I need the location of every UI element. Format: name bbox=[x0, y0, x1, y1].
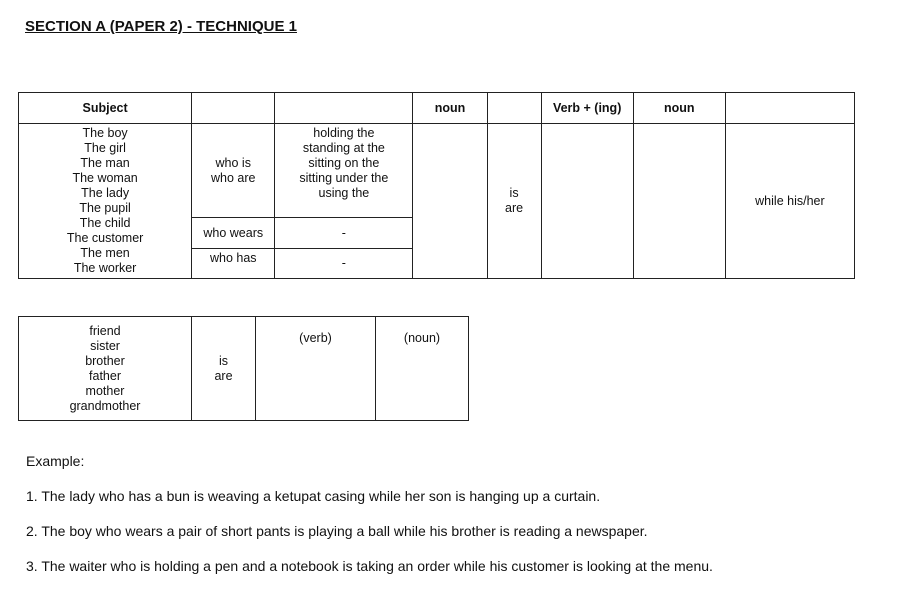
action-item: holding the bbox=[313, 126, 375, 140]
linking-item: is bbox=[218, 353, 229, 368]
action-item: using the bbox=[318, 186, 370, 200]
relative-pronoun-cell bbox=[192, 124, 275, 218]
dash-cell: - bbox=[275, 218, 413, 249]
linking-item: are bbox=[505, 201, 524, 215]
verb-ing-blank-cell bbox=[541, 124, 633, 279]
linking-verb-cell bbox=[487, 124, 541, 279]
action-item: standing at the bbox=[302, 141, 385, 155]
subject-item: The lady bbox=[81, 186, 130, 200]
page-title: SECTION A (PAPER 2) - TECHNIQUE 1 bbox=[25, 18, 297, 35]
subject-item: The woman bbox=[72, 171, 138, 185]
while-cell: while his/her bbox=[725, 124, 854, 279]
header-noun: noun bbox=[413, 93, 487, 124]
subject-item: The worker bbox=[73, 261, 137, 275]
who-wears-cell: who wears bbox=[192, 218, 275, 249]
family-structure-table bbox=[18, 316, 469, 421]
linking-item: are bbox=[214, 368, 233, 383]
family-item: sister bbox=[90, 338, 120, 353]
relative-item: who are bbox=[211, 170, 256, 185]
family-item: father bbox=[89, 368, 121, 383]
action-item: sitting on the bbox=[308, 156, 380, 170]
family-cell bbox=[19, 317, 192, 421]
subject-item: The men bbox=[80, 246, 130, 260]
subject-item: The pupil bbox=[79, 201, 131, 215]
linking-verb-cell bbox=[192, 317, 256, 421]
header-blank-2 bbox=[275, 93, 413, 124]
header-noun-2: noun bbox=[633, 93, 725, 124]
subject-item: The child bbox=[79, 216, 131, 230]
relative-item: who is bbox=[215, 155, 251, 170]
header-row bbox=[19, 93, 855, 124]
subject-cell bbox=[19, 124, 192, 279]
example-sentence: 2. The boy who wears a pair of short pants is playing a ball while his brother is reading a newspaper. bbox=[26, 523, 648, 539]
action-item: sitting under the bbox=[299, 171, 389, 185]
header-subject: Subject bbox=[19, 93, 192, 124]
who-has-cell: who has bbox=[192, 249, 275, 279]
subject-item: The girl bbox=[84, 141, 126, 155]
family-item: mother bbox=[85, 383, 125, 398]
family-item: friend bbox=[89, 323, 121, 338]
family-item: grandmother bbox=[69, 398, 141, 413]
sentence-structure-table bbox=[18, 92, 855, 279]
header-blank-4 bbox=[725, 93, 854, 124]
header-blank-1 bbox=[192, 93, 275, 124]
subject-item: The boy bbox=[82, 126, 128, 140]
header-verb-ing: Verb + (ing) bbox=[541, 93, 633, 124]
action-cell bbox=[275, 124, 413, 218]
noun-cell: (noun) bbox=[376, 317, 469, 421]
header-blank-3 bbox=[487, 93, 541, 124]
example-sentence: 1. The lady who has a bun is weaving a ketupat casing while her son is hanging up a curtain. bbox=[26, 488, 601, 504]
subject-item: The man bbox=[80, 156, 130, 170]
subject-item: The customer bbox=[66, 231, 144, 245]
verb-cell: (verb) bbox=[256, 317, 376, 421]
example-sentence: 3. The waiter who is holding a pen and a notebook is taking an order while his customer is looking at the menu. bbox=[26, 558, 713, 574]
noun-blank-cell bbox=[413, 124, 487, 279]
example-label: Example: bbox=[26, 453, 85, 469]
linking-item: is bbox=[509, 186, 519, 200]
noun-2-blank-cell bbox=[633, 124, 725, 279]
family-item: brother bbox=[85, 353, 125, 368]
dash-cell: - bbox=[275, 249, 413, 279]
